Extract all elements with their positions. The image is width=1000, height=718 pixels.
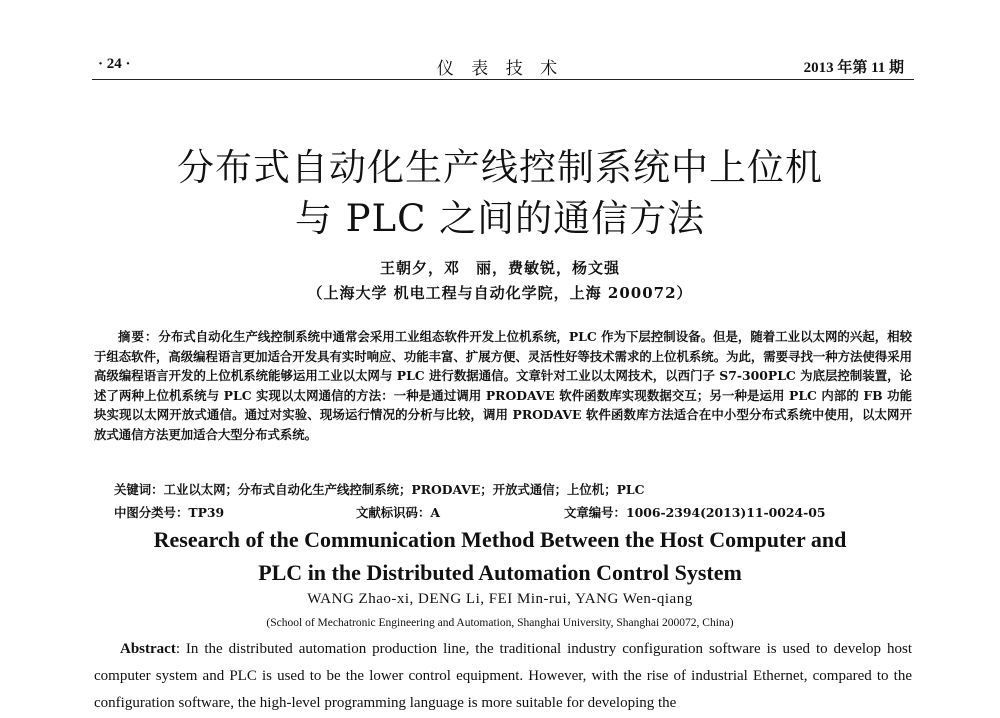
article-label: 文章编号：: [564, 505, 626, 520]
authors-en: WANG Zhao-xi, DENG Li, FEI Min-rui, YANG Wen-qiang: [307, 591, 693, 607]
article-number: [564, 503, 826, 521]
issue-label: 2013 年第 11 期: [803, 60, 904, 76]
keywords-cn: [114, 480, 914, 498]
doc-value: A: [430, 505, 440, 520]
abstract-cn: [94, 327, 912, 445]
title-en-line1: Research of the Communication Method Between the Host Computer and: [153, 527, 847, 552]
journal-name: 仪 表 技 术: [436, 59, 564, 79]
page-number: · 24 ·: [98, 56, 131, 72]
title-en-line2: PLC in the Distributed Automation Control System: [258, 560, 742, 585]
title-cn-line2: 与 PLC 之间的通信方法: [294, 197, 706, 240]
abstract-cn-label: 摘要：: [118, 329, 159, 344]
affiliation-cn: （上海大学 机电工程与自动化学院，上海 200072）: [307, 284, 693, 302]
affiliation-en: (School of Mechatronic Engineering and Automation, Shanghai University, Shanghai 200072, China): [266, 617, 734, 629]
keywords-cn-label: 关键词：: [114, 482, 164, 497]
clc-label: 中图分类号：: [114, 505, 189, 520]
title-cn-line1: 分布式自动化生产线控制系统中上位机: [177, 146, 823, 189]
abstract-en: [94, 636, 912, 717]
abstract-en-label: Abstract: [120, 641, 176, 657]
document-code: [356, 503, 440, 521]
abstract-en-text: : In the distributed automation production line, the traditional industry configuration software is used to develop host computer system and PLC is used to be the lower control equipment. However, with the rise of industrial Ethernet, compared to the configuration software, the high-level programming language is more suitable for developing the: [94, 641, 912, 711]
doc-label: 文献标识码：: [356, 505, 431, 520]
clc-value: TP39: [188, 505, 225, 520]
article-value: 1006-2394(2013)11-0024-05: [625, 505, 826, 520]
keywords-cn-text: 工业以太网；分布式自动化生产线控制系统；PRODAVE；开放式通信；上位机；PLC: [163, 482, 645, 497]
running-header: [0, 52, 1000, 78]
authors-cn: 王朝夕，邓 丽，费敏锐，杨文强: [379, 259, 620, 277]
abstract-cn-text: 分布式自动化生产线控制系统中通常会采用工业组态软件开发上位机系统，PLC 作为下层控制设备。但是，随着工业以太网的兴起，相较于组态软件，高级编程语言更加适合开发具有实时响应、功能丰富、扩展方便、灵活性好等技术需求的上位机系统。为此，需要寻找一种方法使得采用高级编程语言开发的上位机系统能够运用工业以太网与 PLC 进行数据通信。文章针对工业以太网技术，以西门子 S7-300PLC 为底层控制装置，论述了两种上位机系统与 PLC 实现以太网通信的方法：一种是通过调用 PRODAVE 软件函数库实现数据交互；另一种是运用 PLC 内部的 FB 功能块实现以太网开放式通信。通过对实验、现场运行情况的分析与比较，调用 PRODAVE 软件函数库方法适合在中小型分布式系统中使用，以太网开放式通信方法更加适合大型分布式系统。: [94, 329, 912, 442]
header-rule: [92, 79, 914, 80]
clc-number: [114, 503, 224, 521]
